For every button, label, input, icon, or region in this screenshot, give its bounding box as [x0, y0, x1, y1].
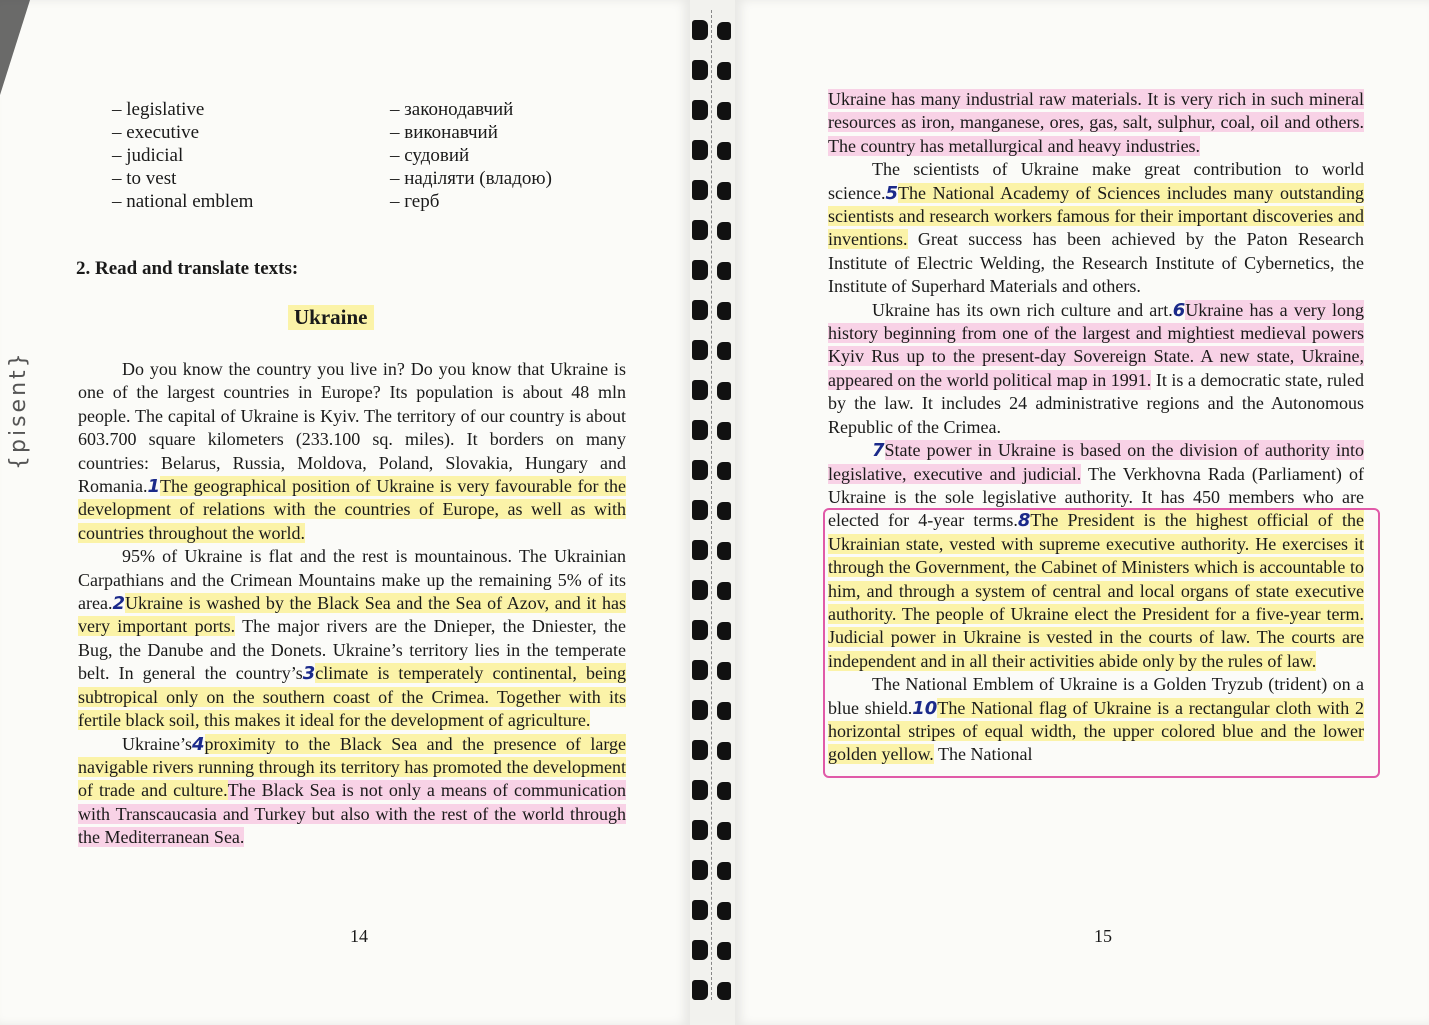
text-run: 95% of Ukraine is flat and the rest is mountainous. The Ukrainian Carpathians and the Crimean Mountains make up the remaining 5% of its area. — [78, 546, 626, 614]
binding-ring — [692, 140, 708, 160]
vocabulary-english-list — [112, 98, 253, 213]
handwritten-margin-note: {pisent} — [6, 350, 31, 470]
binding-ring — [717, 902, 731, 920]
text-run: The major rivers are the Dnieper, the Dniester, the Bug, the Danube and the Donets. Ukraine’s territory lies in the temperate belt. In general the country’s — [78, 616, 626, 684]
binding-ring — [692, 900, 708, 920]
paragraph-marker: 4 — [191, 733, 205, 755]
vocab-item-en: – executive — [112, 121, 253, 144]
right-text-column — [828, 88, 1364, 767]
paragraph-marker: 8 — [1017, 510, 1031, 532]
binding-ring — [717, 622, 731, 640]
binding-ring — [717, 662, 731, 680]
vocab-item-en: – to vest — [112, 167, 253, 190]
binding-ring — [717, 22, 731, 40]
paragraph-marker: 3 — [302, 663, 316, 685]
highlighted-text: The President is the highest official of the Ukrainian state, vested with supreme executive authority. He exercises it through the Government, the Cabinet of Ministers which is accountable to him, and through a system of central and local organs of state executive authority. The people of Ukraine elect the President for a five-year term. Judicial power in Ukraine is vested in the courts of law. The courts are independent and in all their activities abide only by the rules of law. — [828, 510, 1364, 671]
vocab-item-en: – legislative — [112, 98, 253, 121]
highlighted-text: climate is temperately continental, being subtropical only on the southern coast of the Crimea. Together with its fertile black soil, this makes it ideal for the development of agriculture. — [78, 663, 626, 731]
binding-ring — [692, 60, 708, 80]
text-run: It is a democratic state, ruled by the law. It includes 24 administrative regions and the Autonomous Republic of the Crimea. — [828, 369, 1364, 437]
binding-ring — [692, 660, 708, 680]
vocab-item-en: – national emblem — [112, 190, 253, 213]
paragraph — [828, 299, 1364, 439]
page-number: 15 — [1094, 926, 1112, 946]
paragraph-marker: 1 — [147, 476, 161, 498]
binding-ring — [717, 502, 731, 520]
binding-ring — [717, 62, 731, 80]
binding-ring — [692, 260, 708, 280]
binding-ring — [692, 740, 708, 760]
binding-ring — [692, 380, 708, 400]
binding-ring — [717, 582, 731, 600]
highlighted-text: Ukraine has many industrial raw materials. It is very rich in such mineral resources as iron, manganese, ores, gas, salt, sulphur, coal, oil and others. The country has metallurgical and heavy industries. — [828, 89, 1364, 156]
text-run: The National Emblem of Ukraine is a Golden Tryzub (trident) on a blue shield. — [828, 674, 1364, 718]
binding-ring — [717, 742, 731, 760]
binding-ring — [692, 620, 708, 640]
binding-ring — [692, 180, 708, 200]
binding-ring — [692, 340, 708, 360]
highlighted-text: proximity to the Black Sea and the presence of large navigable rivers running through its territory has promoted the development of trade and culture. — [78, 733, 626, 801]
paragraph — [78, 358, 626, 545]
left-text-column — [78, 358, 626, 850]
vocab-item-ua: – виконавчий — [390, 121, 552, 144]
highlighted-text: The National Academy of Sciences includes many outstanding scientists and research workers famous for their important discoveries and inventions. — [828, 182, 1364, 250]
binding-ring — [692, 460, 708, 480]
binding-fold — [711, 10, 712, 1000]
text-run: Ukraine’s — [122, 733, 192, 754]
paragraph-marker: 5 — [885, 182, 898, 204]
binding-ring — [717, 182, 731, 200]
highlighted-text: Ukraine has a very long history beginning from one of the largest and mightiest medieval powers Kyiv Rus up to the present-day Sovereign State. A new state, Ukraine, appeared on the world political map in 1991. — [828, 299, 1364, 390]
text-title: Ukraine — [288, 305, 374, 330]
binding-ring — [692, 820, 708, 840]
paragraph-marker: 10 — [912, 697, 938, 719]
highlighted-text: State power in Ukraine is based on the division of authority into legislative, executive and judicial. — [828, 440, 1364, 484]
vocab-item-ua: – герб — [390, 190, 552, 213]
binding-ring — [717, 302, 731, 320]
text-run: The Verkhovna Rada (Parliament) of Ukraine is the sole legislative authority. It has 450 members who are elected for 4-year terms. — [828, 463, 1364, 531]
binding-ring — [717, 102, 731, 120]
highlighted-text: The National flag of Ukraine is a rectangular cloth with 2 horizontal stripes of equal width, the upper colored blue and the lower golden yellow. — [828, 697, 1364, 765]
vocab-item-ua: – судовий — [390, 144, 552, 167]
text-run: Do you know the country you live in? Do you know that Ukraine is one of the largest countries in Europe? Its population is about 48 mln people. The capital of Ukraine is Kyiv. The territory of our country is about 603.700 square kilometers (233.100 sq. miles). It borders on many countries: Belarus, Russia, Moldova, Poland, Slovakia, Hungary and Romania. — [78, 359, 626, 497]
left-page — [0, 0, 690, 1025]
binding-ring — [717, 142, 731, 160]
binding-ring — [692, 980, 708, 1000]
page-number: 14 — [350, 926, 368, 946]
binding-ring — [717, 702, 731, 720]
binding-ring — [717, 942, 731, 960]
binding-ring — [692, 220, 708, 240]
binding-ring — [692, 500, 708, 520]
binding-ring — [717, 422, 731, 440]
binding-ring — [692, 580, 708, 600]
binding-ring — [692, 20, 708, 40]
binding-ring — [692, 100, 708, 120]
paragraph — [828, 158, 1364, 298]
binding-ring — [717, 782, 731, 800]
binding-ring — [692, 860, 708, 880]
vocab-item-en: – judicial — [112, 144, 253, 167]
paragraph-marker: 7 — [872, 440, 885, 462]
paragraph-marker: 2 — [112, 593, 125, 615]
text-run: The scientists of Ukraine make great contribution to world science. — [828, 159, 1364, 203]
binding-ring — [717, 862, 731, 880]
paragraph — [828, 88, 1364, 158]
text-run: The National — [938, 744, 1033, 765]
text-run: Great success has been achieved by the Paton Research Institute of Electric Welding, the Research Institute of Cybernetics, the Institute of Superhard Materials and others. — [828, 229, 1364, 297]
spiral-binding — [690, 0, 735, 1025]
binding-ring — [717, 222, 731, 240]
vocab-item-ua: – законодавчий — [390, 98, 552, 121]
binding-ring — [692, 780, 708, 800]
binding-ring — [692, 420, 708, 440]
binding-ring — [717, 822, 731, 840]
binding-ring — [717, 542, 731, 560]
highlighted-text: The Black Sea is not only a means of communication with Transcaucasia and Turkey but also with the rest of the world through the Mediterranean Sea. — [78, 780, 626, 848]
highlighted-text: Ukraine is washed by the Black Sea and the Sea of Azov, and it has very important ports. — [78, 593, 626, 637]
paragraph — [78, 545, 626, 732]
binding-ring — [692, 940, 708, 960]
binding-ring — [717, 342, 731, 360]
folded-corner — [0, 0, 30, 95]
text-run: Ukraine has its own rich culture and art. — [872, 299, 1173, 320]
paragraph-marker: 6 — [1172, 299, 1186, 321]
vocabulary-ukrainian-list — [390, 98, 552, 213]
binding-ring — [717, 982, 731, 1000]
binding-ring — [717, 462, 731, 480]
paragraph — [78, 733, 626, 850]
binding-ring — [692, 540, 708, 560]
binding-ring — [717, 382, 731, 400]
binding-ring — [717, 262, 731, 280]
paragraph — [828, 673, 1364, 767]
highlighted-text: The geographical position of Ukraine is very favourable for the development of relations with the countries of Europe, as well as with countries throughout the world. — [78, 476, 626, 543]
paragraph — [828, 439, 1364, 673]
vocab-item-ua: – наділяти (владою) — [390, 167, 552, 190]
binding-ring — [692, 700, 708, 720]
task-heading: 2. Read and translate texts: — [76, 258, 299, 279]
binding-ring — [692, 300, 708, 320]
